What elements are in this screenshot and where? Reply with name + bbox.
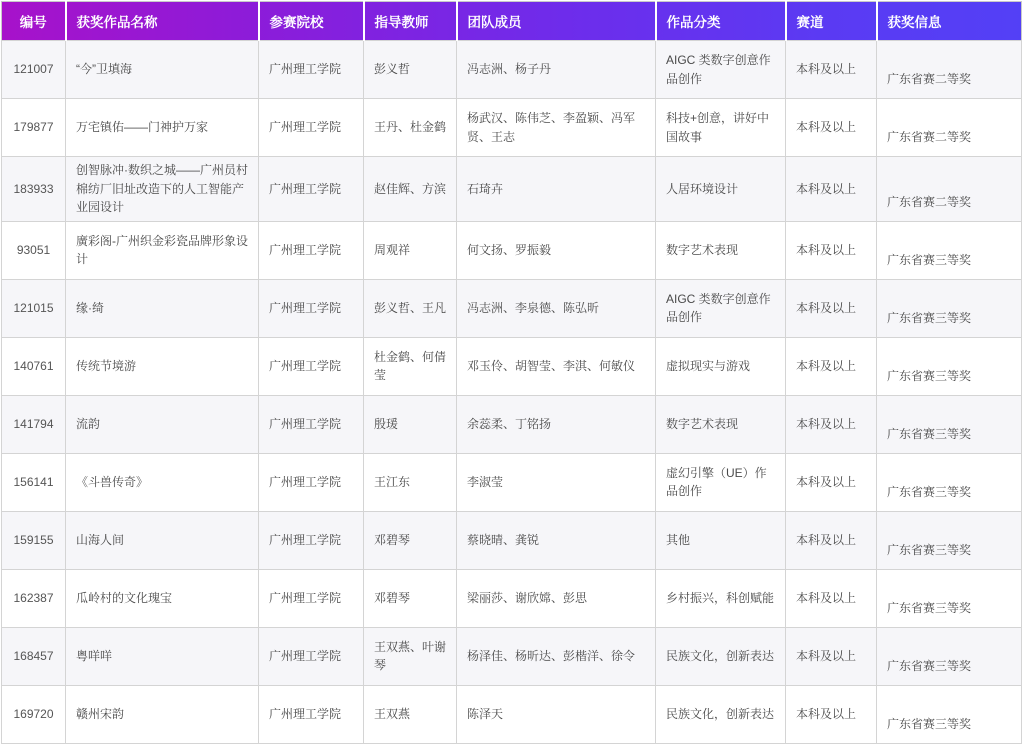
cell-track: 本科及以上 xyxy=(786,337,877,395)
cell-award: 广东省赛二等奖 xyxy=(877,157,1022,222)
cell-teacher: 邓碧琴 xyxy=(364,569,457,627)
cell-members: 梁丽莎、谢欣嫦、彭思 xyxy=(457,569,656,627)
column-header-category: 作品分类 xyxy=(656,2,786,41)
column-header-track: 赛道 xyxy=(786,2,877,41)
cell-category: 其他 xyxy=(656,511,786,569)
cell-track: 本科及以上 xyxy=(786,221,877,279)
cell-category: 民族文化，创新表达 xyxy=(656,685,786,743)
column-header-award: 获奖信息 xyxy=(877,2,1022,41)
column-header-id: 编号 xyxy=(2,2,66,41)
cell-track: 本科及以上 xyxy=(786,685,877,743)
cell-track: 本科及以上 xyxy=(786,279,877,337)
cell-members: 杨泽佳、杨昕达、彭楷洋、徐令 xyxy=(457,627,656,685)
cell-school: 广州理工学院 xyxy=(259,627,364,685)
cell-track: 本科及以上 xyxy=(786,627,877,685)
cell-award: 广东省赛三等奖 xyxy=(877,511,1022,569)
cell-id: 121007 xyxy=(2,41,66,99)
cell-category: 数字艺术表现 xyxy=(656,221,786,279)
table-row xyxy=(2,685,1022,743)
table-row xyxy=(2,99,1022,157)
cell-track: 本科及以上 xyxy=(786,395,877,453)
column-header-school: 参赛院校 xyxy=(259,2,364,41)
cell-category: 民族文化，创新表达 xyxy=(656,627,786,685)
cell-award: 广东省赛三等奖 xyxy=(877,453,1022,511)
cell-work: 《斗兽传奇》 xyxy=(66,453,259,511)
table-row xyxy=(2,569,1022,627)
cell-work: 创智脉冲·数织之城——广州员村棉纺厂旧址改造下的人工智能产业园设计 xyxy=(66,157,259,222)
cell-id: 183933 xyxy=(2,157,66,222)
cell-school: 广州理工学院 xyxy=(259,569,364,627)
cell-teacher: 赵佳辉、方滨 xyxy=(364,157,457,222)
cell-school: 广州理工学院 xyxy=(259,221,364,279)
cell-school: 广州理工学院 xyxy=(259,685,364,743)
awards-table-container xyxy=(1,1,1022,744)
cell-school: 广州理工学院 xyxy=(259,395,364,453)
cell-members: 冯志洲、李泉德、陈弘昕 xyxy=(457,279,656,337)
cell-teacher: 彭义哲 xyxy=(364,41,457,99)
table-row xyxy=(2,453,1022,511)
column-header-members: 团队成员 xyxy=(457,2,656,41)
cell-id: 168457 xyxy=(2,627,66,685)
table-row xyxy=(2,157,1022,222)
cell-work: 流韵 xyxy=(66,395,259,453)
cell-id: 159155 xyxy=(2,511,66,569)
cell-id: 169720 xyxy=(2,685,66,743)
cell-members: 余蕊柔、丁铭扬 xyxy=(457,395,656,453)
cell-category: AIGC 类数字创意作品创作 xyxy=(656,279,786,337)
cell-award: 广东省赛三等奖 xyxy=(877,221,1022,279)
cell-members: 李淑莹 xyxy=(457,453,656,511)
header-row xyxy=(2,2,1022,41)
table-header xyxy=(2,2,1022,41)
table-row xyxy=(2,511,1022,569)
cell-award: 广东省赛三等奖 xyxy=(877,395,1022,453)
cell-members: 何文扬、罗振毅 xyxy=(457,221,656,279)
table-row xyxy=(2,337,1022,395)
table-body xyxy=(2,41,1022,744)
cell-members: 石琦卉 xyxy=(457,157,656,222)
cell-work: 粤咩咩 xyxy=(66,627,259,685)
cell-teacher: 周观祥 xyxy=(364,221,457,279)
cell-school: 广州理工学院 xyxy=(259,279,364,337)
cell-award: 广东省赛二等奖 xyxy=(877,99,1022,157)
cell-work: 缘·绮 xyxy=(66,279,259,337)
cell-award: 广东省赛三等奖 xyxy=(877,279,1022,337)
cell-track: 本科及以上 xyxy=(786,99,877,157)
cell-track: 本科及以上 xyxy=(786,41,877,99)
cell-category: 虚拟现实与游戏 xyxy=(656,337,786,395)
column-header-teacher: 指导教师 xyxy=(364,2,457,41)
cell-category: 科技+创意，讲好中国故事 xyxy=(656,99,786,157)
cell-members: 杨武汉、陈伟芝、李盈颖、冯军贤、王志 xyxy=(457,99,656,157)
table-row xyxy=(2,221,1022,279)
cell-work: “今”卫填海 xyxy=(66,41,259,99)
cell-id: 140761 xyxy=(2,337,66,395)
cell-id: 121015 xyxy=(2,279,66,337)
cell-id: 141794 xyxy=(2,395,66,453)
cell-category: 乡村振兴，科创赋能 xyxy=(656,569,786,627)
cell-teacher: 王江东 xyxy=(364,453,457,511)
cell-track: 本科及以上 xyxy=(786,453,877,511)
cell-teacher: 彭义哲、王凡 xyxy=(364,279,457,337)
cell-school: 广州理工学院 xyxy=(259,157,364,222)
cell-members: 蔡晓晴、龚锐 xyxy=(457,511,656,569)
cell-work: 廣彩阁-广州织金彩瓷品牌形象设计 xyxy=(66,221,259,279)
cell-teacher: 殷瑗 xyxy=(364,395,457,453)
cell-award: 广东省赛三等奖 xyxy=(877,569,1022,627)
cell-track: 本科及以上 xyxy=(786,511,877,569)
cell-id: 179877 xyxy=(2,99,66,157)
cell-id: 93051 xyxy=(2,221,66,279)
cell-track: 本科及以上 xyxy=(786,569,877,627)
cell-category: AIGC 类数字创意作品创作 xyxy=(656,41,786,99)
cell-members: 陈泽天 xyxy=(457,685,656,743)
table-row xyxy=(2,627,1022,685)
cell-work: 万宅镇佑——门神护万家 xyxy=(66,99,259,157)
cell-members: 邓玉伶、胡智莹、李淇、何敏仪 xyxy=(457,337,656,395)
awards-table xyxy=(1,1,1022,744)
cell-category: 人居环境设计 xyxy=(656,157,786,222)
cell-school: 广州理工学院 xyxy=(259,41,364,99)
cell-school: 广州理工学院 xyxy=(259,99,364,157)
cell-award: 广东省赛三等奖 xyxy=(877,685,1022,743)
cell-category: 虚幻引擎（UE）作品创作 xyxy=(656,453,786,511)
cell-work: 山海人间 xyxy=(66,511,259,569)
cell-work: 瓜岭村的文化瑰宝 xyxy=(66,569,259,627)
cell-award: 广东省赛三等奖 xyxy=(877,627,1022,685)
cell-teacher: 王双燕、叶谢琴 xyxy=(364,627,457,685)
cell-category: 数字艺术表现 xyxy=(656,395,786,453)
cell-track: 本科及以上 xyxy=(786,157,877,222)
cell-work: 赣州宋韵 xyxy=(66,685,259,743)
cell-school: 广州理工学院 xyxy=(259,453,364,511)
column-header-work: 获奖作品名称 xyxy=(66,2,259,41)
cell-members: 冯志洲、杨子丹 xyxy=(457,41,656,99)
table-row xyxy=(2,395,1022,453)
cell-teacher: 邓碧琴 xyxy=(364,511,457,569)
cell-teacher: 杜金鹤、何倩莹 xyxy=(364,337,457,395)
cell-school: 广州理工学院 xyxy=(259,511,364,569)
table-row xyxy=(2,41,1022,99)
cell-award: 广东省赛二等奖 xyxy=(877,41,1022,99)
cell-work: 传统节境游 xyxy=(66,337,259,395)
cell-id: 162387 xyxy=(2,569,66,627)
cell-teacher: 王双燕 xyxy=(364,685,457,743)
cell-teacher: 王丹、杜金鹤 xyxy=(364,99,457,157)
cell-award: 广东省赛三等奖 xyxy=(877,337,1022,395)
cell-school: 广州理工学院 xyxy=(259,337,364,395)
cell-id: 156141 xyxy=(2,453,66,511)
table-row xyxy=(2,279,1022,337)
